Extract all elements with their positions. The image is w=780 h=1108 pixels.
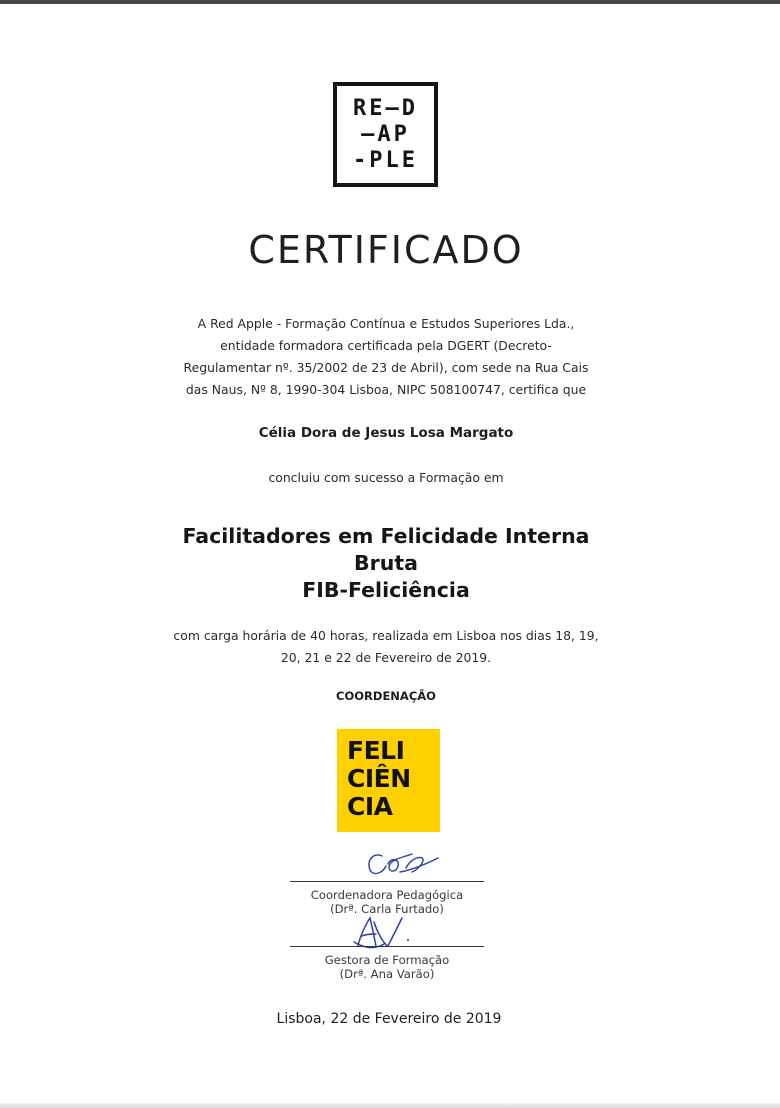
intro-line: das Naus, Nº 8, 1990-304 Lisboa, NIPC 508100747, certifica que [185, 382, 587, 397]
course-line: FIB-Feliciência [302, 578, 470, 602]
signature-name: (Drª. Ana Varão) [339, 967, 435, 981]
concluded-text: concluiu com sucesso a Formação em [268, 470, 504, 485]
intro-line: Regulamentar nº. 35/2002 de 23 de Abril), com sede na Rua Cais [183, 360, 589, 375]
feliciencia-logo-line-2: CIÊN [347, 764, 411, 793]
coordination-label: COORDENAÇÃO [336, 689, 436, 703]
intro-line: A Red Apple - Formação Contínua e Estudos Superiores Lda., [197, 316, 575, 331]
intro-line: entidade formadora certificada pela DGERT (Decreto- [220, 338, 552, 353]
scan-edge-bottom [0, 1103, 780, 1108]
signature-role: Gestora de Formação [324, 953, 450, 967]
hours-line: 20, 21 e 22 de Fevereiro de 2019. [280, 650, 492, 665]
hours-line: com carga horária de 40 horas, realizada em Lisboa nos dias 18, 19, [173, 628, 599, 643]
feliciencia-logo [337, 729, 440, 832]
certificate-title: CERTIFICADO [248, 228, 524, 272]
signature-block-manager [260, 953, 514, 981]
signature-name: (Drª. Carla Furtado) [330, 902, 444, 916]
red-apple-logo-line-2: —AP [361, 122, 410, 147]
recipient-name: Célia Dora de Jesus Losa Margato [258, 425, 514, 441]
red-apple-logo-line-1: RE–D [353, 96, 418, 121]
red-apple-logo-line-3: -PLE [353, 148, 418, 173]
signature-coordinator-drawing [360, 848, 440, 882]
course-line: Facilitadores em Felicidade Interna [182, 524, 590, 548]
signature-line-coordinator [290, 881, 484, 882]
intro-paragraph [160, 313, 612, 401]
signature-line-manager [290, 946, 484, 947]
signature-role: Coordenadora Pedagógica [310, 888, 464, 902]
course-line: Bruta [354, 551, 418, 575]
hours-text [160, 625, 612, 669]
course-name [150, 523, 622, 604]
place-date: Lisboa, 22 de Fevereiro de 2019 [276, 1011, 502, 1027]
red-apple-logo [333, 82, 438, 187]
scan-edge-top [0, 0, 780, 4]
feliciencia-logo-line-3: CIA [347, 792, 393, 821]
feliciencia-logo-line-1: FELI [347, 736, 405, 765]
